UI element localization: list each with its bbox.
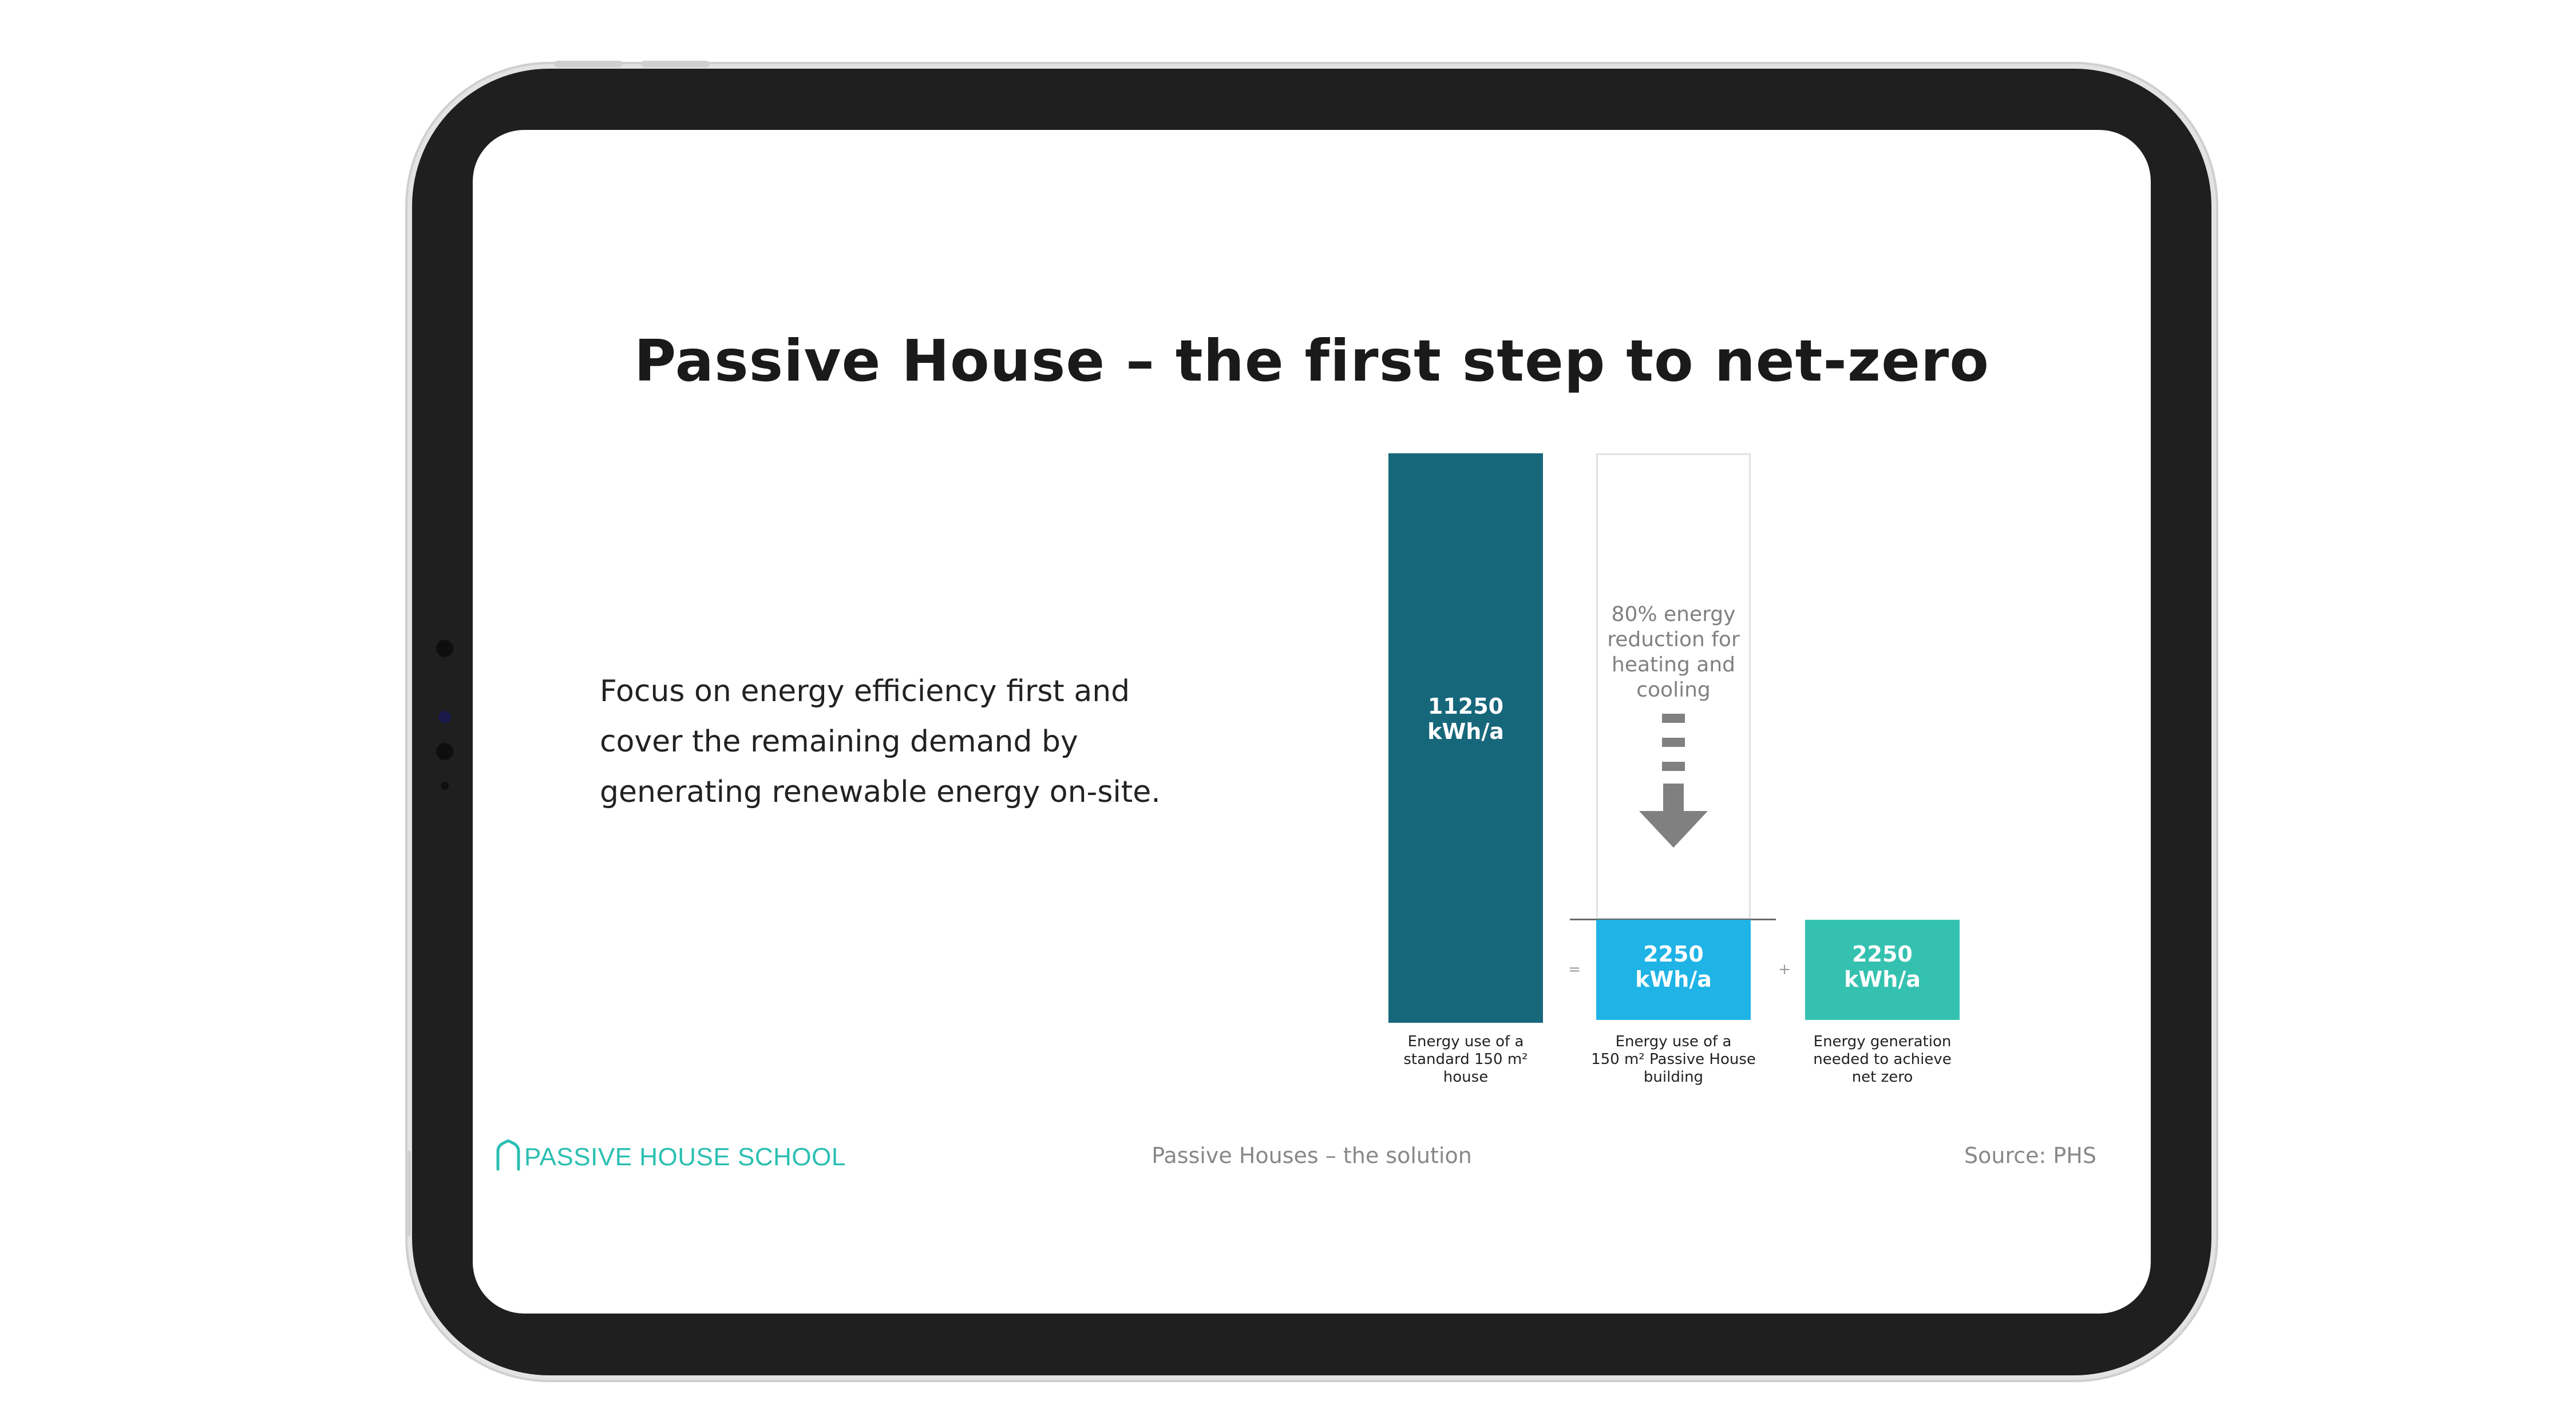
bar-value-number: 2250	[1643, 942, 1704, 967]
equals-operator: =	[1568, 961, 1581, 978]
logo-text: PASSIVE HOUSE SCHOOL	[524, 1143, 846, 1171]
footer-section-title: Passive Houses – the solution	[1152, 1143, 1472, 1168]
bar-label-line: 150 m² Passive House	[1591, 1051, 1756, 1068]
reduction-annotation	[1596, 602, 1751, 703]
bar-value-unit: kWh/a	[1635, 967, 1712, 992]
camera-dot-1	[436, 640, 453, 657]
body-line: Focus on energy efficiency first and	[600, 674, 1130, 709]
bar-label-line: Energy use of a	[1407, 1033, 1524, 1050]
bar-label-line: needed to achieve	[1813, 1051, 1952, 1068]
slide-body-text	[600, 666, 1201, 817]
bar-passive-house	[1596, 920, 1751, 1020]
tablet-side-button	[405, 1150, 411, 1236]
bar-label-line: Energy use of a	[1615, 1033, 1732, 1050]
reduction-line: heating and	[1612, 653, 1735, 677]
camera-dot-2	[438, 711, 451, 723]
down-arrow-icon	[1639, 714, 1708, 851]
bar-standard-house	[1388, 453, 1543, 1023]
bar-label-energy-generation	[1782, 1033, 1983, 1086]
body-line: cover the remaining demand by	[600, 725, 1078, 759]
bar-value-unit: kWh/a	[1844, 967, 1921, 992]
bar-energy-generation	[1805, 920, 1960, 1020]
bar-value-number: 2250	[1852, 942, 1913, 967]
tablet-top-button-2	[641, 61, 710, 68]
bar-label-line: net zero	[1851, 1069, 1913, 1086]
reduction-line: cooling	[1636, 678, 1711, 702]
body-line: generating renewable energy on-site.	[600, 775, 1161, 809]
bar-label-line: Energy generation	[1813, 1033, 1952, 1050]
bar-label-line: standard 150 m²	[1403, 1051, 1528, 1068]
bar-value-number: 11250	[1427, 694, 1504, 719]
slide-title: Passive House – the first step to net-zero	[634, 327, 1989, 394]
slide-screen	[473, 130, 2151, 1314]
bar-label-line: house	[1443, 1069, 1489, 1086]
camera-dot-4	[441, 782, 449, 790]
tablet-top-button-1	[554, 61, 623, 68]
plus-operator: +	[1778, 961, 1791, 978]
reduction-line: reduction for	[1607, 628, 1740, 651]
bar-label-passive-house	[1573, 1033, 1774, 1086]
bar-label-line: building	[1643, 1069, 1704, 1086]
bar-value-unit: kWh/a	[1427, 719, 1504, 744]
footer-source: Source: PHS	[1964, 1143, 2096, 1168]
bar-label-standard-house	[1368, 1033, 1563, 1086]
camera-dot-3	[436, 743, 453, 760]
reduction-line: 80% energy	[1611, 603, 1736, 626]
